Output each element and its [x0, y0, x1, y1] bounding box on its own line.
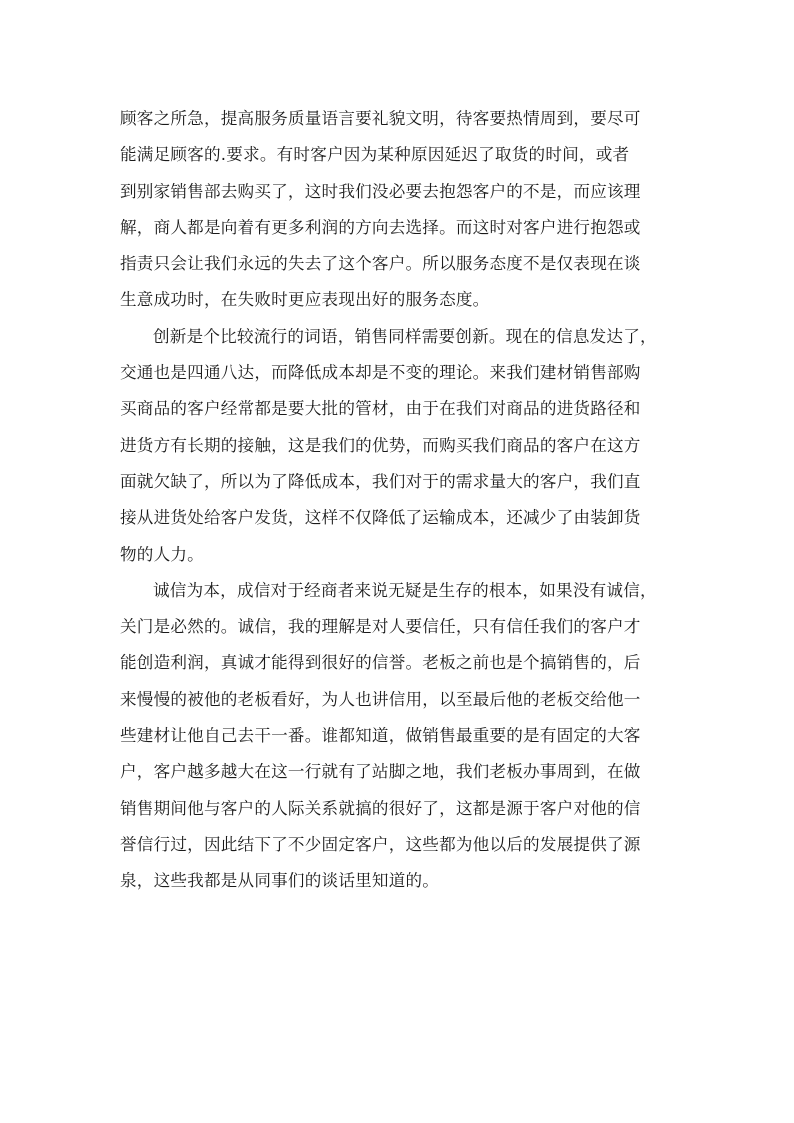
text-line: 交通也是四通八达，而降低成本却是不变的理论。来我们建材销售部购	[120, 363, 641, 383]
text-line: 物的人力。	[120, 544, 204, 564]
paragraph-service-attitude	[120, 101, 676, 319]
text-line: 生意成功时，在失败时更应表现出好的服务态度。	[120, 290, 490, 310]
text-line: 能满足顾客的.要求。有时客户因为某种原因延迟了取货的时间，或者	[120, 145, 630, 165]
paragraph-innovation	[120, 319, 676, 573]
text-line: 户，客户越多越大在这一行就有了站脚之地，我们老板办事周到，在做	[120, 762, 641, 782]
text-line: 销售期间他与客户的人际关系就搞的很好了，这都是源于客户对他的信	[120, 798, 641, 818]
text-line: 来慢慢的被他的老板看好，为人也讲信用，以至最后他的老板交给他一	[120, 689, 641, 709]
text-line: 创新是个比较流行的词语，销售同样需要创新。现在的信息发达了，	[153, 326, 657, 346]
text-line: 买商品的客户经常都是要大批的管材，由于在我们对商品的进货路径和	[120, 399, 641, 419]
text-line: 进货方有长期的接触，这是我们的优势，而购买我们商品的客户在这方	[120, 435, 641, 455]
document-body	[120, 101, 676, 900]
text-line: 泉，这些我都是从同事们的谈话里知道的。	[120, 871, 440, 891]
text-line: 到别家销售部去购买了，这时我们没必要去抱怨客户的不是，而应该理	[120, 181, 641, 201]
text-line: 誉信行过，因此结下了不少固定客户，这些都为他以后的发展提供了源	[120, 834, 641, 854]
text-line: 指责只会让我们永远的失去了这个客户。所以服务态度不是仅表现在谈	[120, 254, 641, 274]
text-line: 关门是必然的。诚信，我的理解是对人要信任，只有信任我们的客户才	[120, 617, 641, 637]
text-line: 些建材让他自己去干一番。谁都知道，做销售最重要的是有固定的大客	[120, 726, 641, 746]
text-line: 顾客之所急，提高服务质量语言要礼貌文明，待客要热情周到，要尽可	[120, 109, 641, 128]
text-line: 面就欠缺了，所以为了降低成本，我们对于的需求量大的客户，我们直	[120, 471, 641, 491]
text-line: 能创造利润，真诚才能得到很好的信誉。老板之前也是个搞销售的，后	[120, 653, 641, 673]
text-line: 解，商人都是向着有更多利润的方向去选择。而这时对客户进行抱怨或	[120, 217, 641, 237]
text-line: 诚信为本，成信对于经商者来说无疑是生存的根本，如果没有诚信，	[153, 580, 657, 600]
text-line: 接从进货处给客户发货，这样不仅降低了运输成本，还减少了由装卸货	[120, 508, 641, 528]
paragraph-integrity	[120, 573, 676, 900]
